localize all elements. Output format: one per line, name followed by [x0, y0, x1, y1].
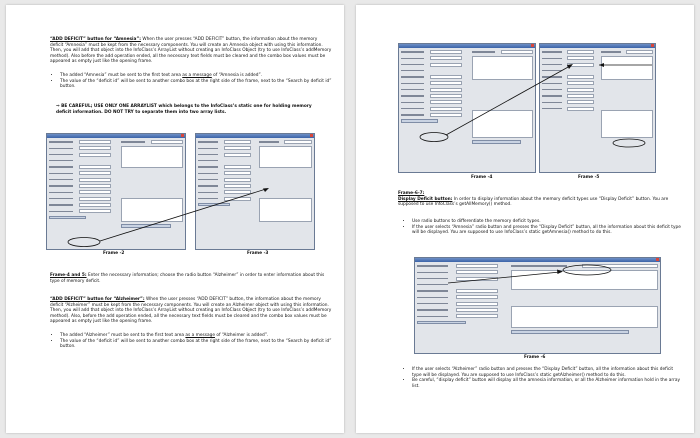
display-heading: Display Deficit button: [398, 196, 453, 202]
display-bullets [402, 219, 684, 236]
bullet-amnesia: • If the user selects “Amnesia” radio button and presses the “Display Deficit” button, all the information about this deficit type will be displayed. You are supposed to use InfoClass’s static getAmnesia() method to do this. [412, 225, 684, 236]
amnesia-paragraph [50, 37, 332, 65]
right-page [356, 5, 694, 433]
amnesia-bullet-1: • The added “Amnesia” must be sent to the first text area as a message of “Amnesia is added”. [60, 73, 338, 79]
amnesia-heading: “ADD DEFICIT” button for “Amnesia”: [50, 37, 141, 42]
close-icon [310, 134, 313, 137]
frame-6-window [414, 257, 661, 354]
bullet-careful: • Be careful, “display deficit” button will display all the amnesia information, or all the Alzheimer information hold in the array list. [412, 378, 684, 389]
frame-4-titlebar [399, 44, 535, 48]
close-icon [656, 258, 659, 261]
frame-2-titlebar [47, 134, 185, 138]
alzheimer-body: When the user presses “ADD DEFICIT” button, the information about the memory deficit “Alzheimer” must be kept from the necessary components. You will create an Alzheimer object with using this information. Then, you will add that object into the InfoClass’s ArrayList without creating an InfoClass Object (try to use InfoClass’s addMemory method). Also, before the add operation ended, all the necessary text fields must be cleared and the combo box values must be appeared as empty just like the opening frame. [50, 297, 332, 324]
alzheimer-display-bullets [402, 367, 684, 389]
close-icon [651, 44, 654, 47]
frames45-intro: Frame-4 and 5: Enter the necessary information; choose the radio button “Alzheimer” in order to enter information about this type of memory deficit. [50, 273, 325, 284]
amnesia-bullets [50, 73, 338, 90]
close-icon [181, 134, 184, 137]
frame-2-caption: Frame -2 [103, 251, 125, 256]
bullet-radio: • Use radio buttons to differentiate the memory deficit types. [412, 219, 684, 225]
frame-6-titlebar [415, 258, 660, 262]
careful-note: ⇒ BE CAREFUL; USE ONLY ONE ARRAYLIST which belongs to the InfoClass’s static one for holding memory deficit information. DO NOT TRY to separate them into two array lists. [56, 104, 312, 115]
alzheimer-paragraph [50, 297, 332, 325]
frame67-paragraph [398, 191, 678, 208]
alzheimer-bullet-2: • The value of the “deficit id” will be sent to another combo box at the right side of the frame, next to the “Search by deficit id” button. [60, 339, 338, 350]
frame-3-titlebar [196, 134, 314, 138]
bullet-alzheimer: • If the user selects “Alzheimer” radio button and presses the “Display Deficit” button, all the information about this deficit type will be displayed. You are supposed to use InfoClass’s static getAlzheimer() method to do this. [412, 367, 684, 378]
frame-3-caption: Frame -3 [247, 251, 269, 256]
frame-5-window [539, 43, 656, 173]
frame-6-caption: Frame -6 [524, 355, 546, 360]
frame-5-caption: Frame -5 [578, 175, 600, 180]
frame-2-window [46, 133, 186, 250]
frame-4-window [398, 43, 536, 173]
alzheimer-heading: “ADD DEFICIT” button for “Alzheimer”: [50, 297, 145, 302]
display-body: In order to display information about the memory deficit types use “Display Deficit” button. You are supposed to use InfoClass’s getAllMemory() method. [398, 196, 669, 207]
alzheimer-bullet-1: • The added “Alzheimer” must be sent to the first text area as a message of “Alzheimer is added”. [60, 333, 338, 339]
frame-4-caption: Frame -4 [471, 175, 493, 180]
frame-5-titlebar [540, 44, 655, 48]
amnesia-bullet-2: • The value of the “deficit id” will be sent to another combo box at the right side of the frame, next to the “Search by deficit id” button. [60, 79, 338, 90]
frame-3-window [195, 133, 315, 250]
left-page [6, 5, 344, 433]
add-deficit-button[interactable] [49, 216, 86, 220]
alzheimer-bullets [50, 333, 338, 350]
close-icon [531, 44, 534, 47]
frame67-heading: Frame-6-7: [398, 191, 425, 196]
amnesia-body: When the user presses “ADD DEFICIT” button, the information about the memory deficit “Amnesia” must be kept from the necessary components. You will create an Amnesia object with using this information. Then, you will add that object into the InfoClass’s ArrayList without creating an InfoClass Object (try to use InfoClass’s addMemory method). Also before the add operation ended, all the necessary text fields must be cleared and the combo box values must be appeared as empty just like the opening frame. [50, 37, 332, 64]
